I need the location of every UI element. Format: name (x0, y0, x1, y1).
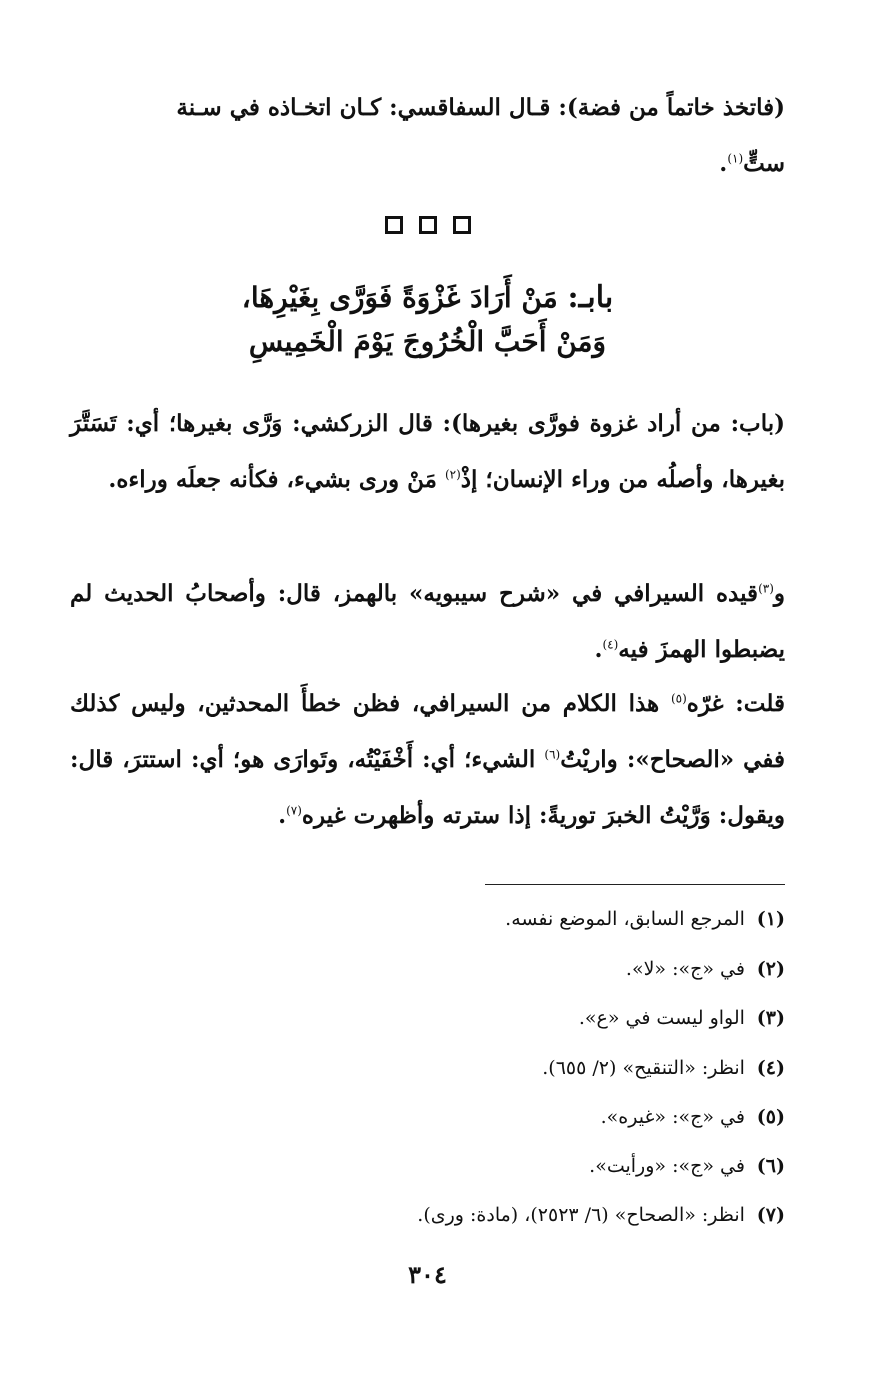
page-number: ٣٠٤ (408, 1260, 447, 1289)
footnote-number: (٢) (756, 958, 785, 980)
ornament-square-icon (385, 216, 403, 234)
paragraph-2-text-a: (باب: من أراد غزوة فورَّى بغيرها): قال الزركشي: وَرَّى بغيرها؛ أي: تَسَتَّرَ بغيرها، وأصلُه من وراء الإنسان؛ إذْ (70, 410, 785, 493)
footnote-text: في «ج»: «غيره». (600, 1106, 745, 1128)
footnote-number: (٧) (756, 1204, 785, 1226)
footnote-4 (70, 1055, 785, 1081)
chapter-title-line2: وَمَنْ أَحَبَّ الْخُرُوجَ يَوْمَ الْخَمِيسِ (248, 325, 607, 358)
paragraph-4-text-a: قلت: غرّه (686, 690, 785, 717)
footnote-2 (70, 956, 785, 982)
footnote-ref-2: (٢) (444, 467, 461, 482)
footnote-7 (70, 1202, 785, 1228)
footnote-ref-3: (٣) (758, 581, 774, 596)
footnote-number: (٣) (756, 1007, 785, 1029)
footnote-ref-7: (٧) (286, 803, 302, 818)
footnote-number: (٦) (756, 1155, 785, 1177)
paragraph-4-text-b: هذا الكلام من السيرافي، فظن خطأَ المحدثين، وليس كذلك ففي «الصحاح»: واريْتُ (70, 690, 785, 773)
chapter-title-text1: مَنْ أَرَادَ غَزْوَةً فَوَرَّى بِغَيْرِهَا، (241, 281, 558, 314)
section-ornament (70, 216, 785, 234)
footnote-text: المرجع السابق، الموضع نفسه. (505, 908, 745, 930)
footnote-number: (٥) (756, 1106, 785, 1128)
footnote-text: في «ج»: «ورأيت». (589, 1155, 745, 1177)
paragraph-1-line2: ستٍّ (743, 150, 785, 177)
paragraph-4-end: . (278, 802, 287, 829)
paragraph-3-text-b: قيده السيرافي في «شرح سيبويه» بالهمز، قال: وأصحابُ الحديث لم يضبطوا الهمزَ فيه (70, 580, 785, 663)
chapter-title (70, 276, 785, 364)
footnote-ref-5: (٥) (670, 691, 687, 706)
footnote-ref-1: (١) (727, 151, 744, 166)
paragraph-1-end: . (719, 150, 728, 177)
footnote-text: انظر: «الصحاح» (٦/ ٢٥٢٣)، (مادة: ورى). (417, 1204, 745, 1226)
footnote-6 (70, 1153, 785, 1179)
paragraph-3 (70, 566, 785, 678)
paragraph-1-line1: (فاتخذ خاتماً من فضة): قـال السفاقسي: كـان اتخـاذه في سـنة (176, 94, 785, 121)
paragraph-2 (70, 396, 785, 508)
footnote-text: الواو ليست في «ع». (578, 1007, 745, 1029)
paragraph-1 (70, 80, 785, 192)
paragraph-3-text-a: و (773, 580, 785, 607)
footnote-1 (70, 906, 785, 932)
paragraph-3-end: . (594, 636, 603, 663)
footnote-ref-6: (٦) (544, 747, 561, 762)
footnote-text: انظر: «التنقيح» (٢/ ٦٥٥). (542, 1057, 745, 1079)
ornament-square-icon (453, 216, 471, 234)
footnote-5 (70, 1104, 785, 1130)
footnote-number: (١) (756, 908, 785, 930)
chapter-title-line1 (70, 276, 785, 320)
footnote-ref-4: (٤) (602, 637, 619, 652)
chapter-label: بابـ: (567, 280, 614, 315)
paragraph-2-text-b: مَنْ ورى بشيء، فكأنه جعلَه وراءه. (108, 466, 437, 493)
footnote-3 (70, 1005, 785, 1031)
paragraph-4-text-c: الشيء؛ أي: أَخْفَيْتُه، وتَوارَى هو؛ أي: استترَ، قال: ويقول: وَرَّيْتُ الخبرَ توريةً: إذا سترته وأظهرت غيره (70, 746, 785, 829)
footnote-number: (٤) (756, 1057, 785, 1079)
footnote-separator (485, 884, 785, 885)
ornament-square-icon (419, 216, 437, 234)
footnote-text: في «ج»: «لا». (625, 958, 745, 980)
paragraph-4 (70, 676, 785, 844)
